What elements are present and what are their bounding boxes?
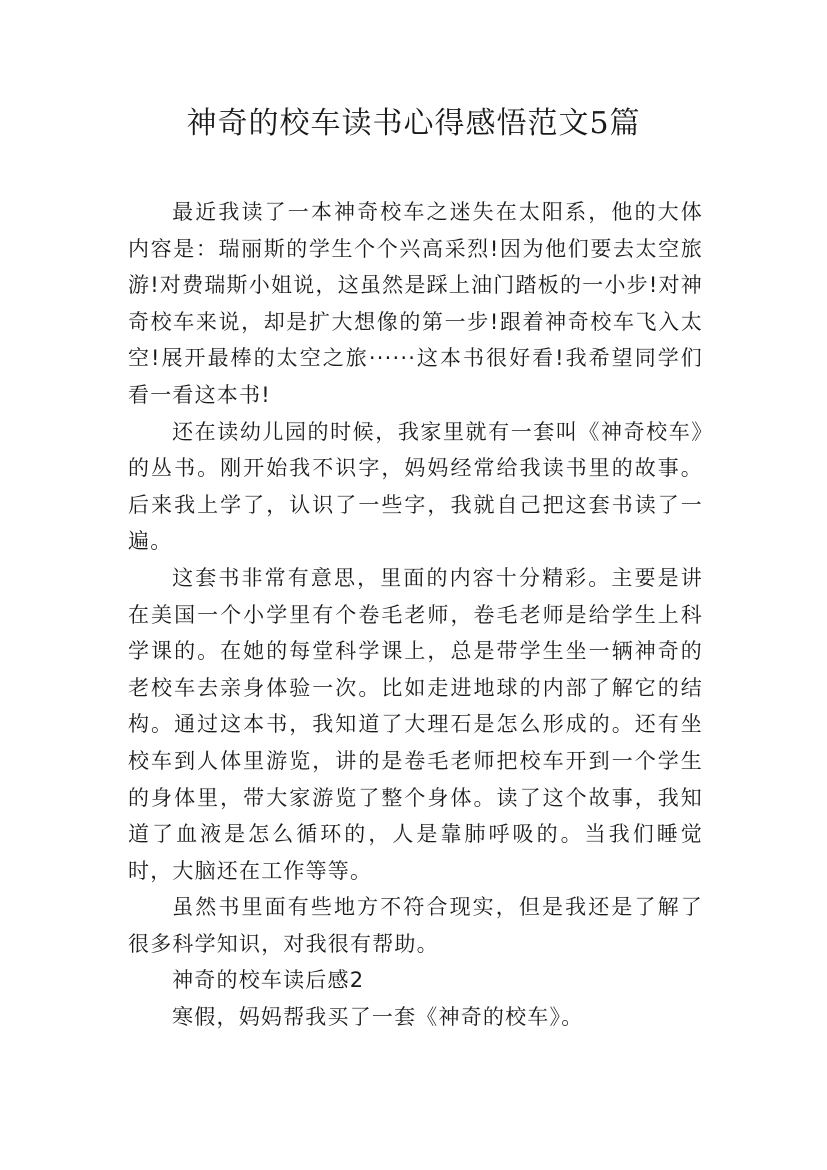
paragraph-5: 寒假，妈妈帮我买了一套《神奇的校车》。 bbox=[172, 1005, 584, 1030]
paragraph-2: 还在读幼儿园的时候，我家里就有一套叫《神奇校车》的丛书。刚开始我不识字，妈妈经常给我读书里的故事。后来我上学了，认识了一些字，我就自己把这套书读了一遍。 bbox=[128, 419, 703, 554]
paragraph-4: 虽然书里面有些地方不符合现实，但是我还是了解了很多科学知识，对我很有帮助。 bbox=[128, 895, 703, 956]
paragraph-1: 最近我读了一本神奇校车之迷失在太阳系，他的大体内容是：瑞丽斯的学生个个兴高采烈!因为他们要去太空旅游!对费瑞斯小姐说，这虽然是踩上油门踏板的一小步!对神奇校车来说，却是扩大想像的第一步!跟着神奇校车飞入太空!展开最棒的太空之旅······这本书很好看!我希望同学们看一看这本书! bbox=[128, 200, 703, 407]
document-title: 神奇的校车读书心得感悟范文5篇 bbox=[186, 106, 641, 141]
paragraph-3: 这套书非常有意思，里面的内容十分精彩。主要是讲在美国一个小学里有个卷毛老师，卷毛老师是给学生上科学课的。在她的每堂科学课上，总是带学生坐一辆神奇的老校车去亲身体验一次。比如走进地球的内部了解它的结构。通过这本书，我知道了大理石是怎么形成的。还有坐校车到人体里游览，讲的是卷毛老师把校车开到一个学生的身体里，带大家游览了整个身体。读了这个故事，我知道了血液是怎么循环的，人是靠肺呼吸的。当我们睡觉时，大脑还在工作等等。 bbox=[128, 565, 703, 883]
section-heading-2: 神奇的校车读后感2 bbox=[172, 968, 365, 993]
document-body bbox=[128, 194, 703, 1036]
